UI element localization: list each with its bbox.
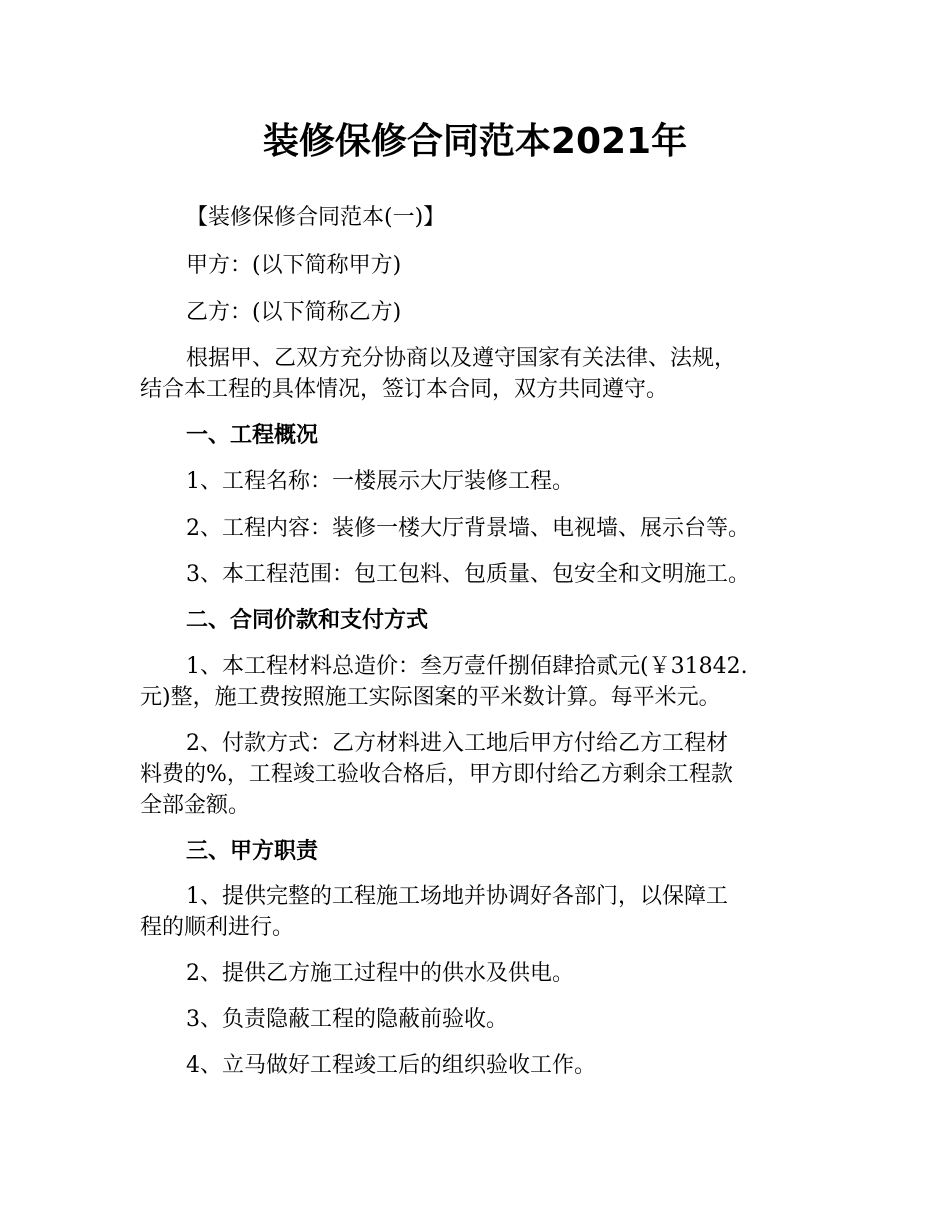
section-1-item-2: 2、工程内容：装修一楼大厅背景墙、电视墙、展示台等。	[186, 516, 750, 541]
section-3-heading: 三、甲方职责	[186, 839, 319, 864]
section-label: 【装修保修合同范本(一)】	[186, 205, 446, 230]
section-2-item-1-line-2: 元)整，施工费按照施工实际图案的平米数计算。每平米元。	[140, 685, 721, 710]
intro-line-2: 结合本工程的具体情况，签订本合同，双方共同遵守。	[140, 377, 669, 402]
section-3-item-1-line-2: 程的顺利进行。	[140, 915, 295, 940]
section-3-item-3: 3、负责隐蔽工程的隐蔽前验收。	[186, 1007, 508, 1032]
section-1-item-1: 1、工程名称：一楼展示大厅装修工程。	[186, 469, 574, 494]
section-1-item-3: 3、本工程范围：包工包料、包质量、包安全和文明施工。	[186, 562, 750, 587]
section-3-item-4: 4、立马做好工程竣工后的组织验收工作。	[186, 1053, 596, 1078]
section-2-heading: 二、合同价款和支付方式	[186, 608, 429, 633]
section-2-item-2-line-2: 料费的%，工程竣工验收合格后，甲方即付给乙方剩余工程款	[140, 762, 733, 787]
party-a-line: 甲方：(以下简称甲方)	[186, 253, 402, 278]
document-title: 装修保修合同范本2021年	[262, 121, 688, 162]
section-1-heading: 一、工程概况	[186, 423, 319, 448]
party-b-line: 乙方：(以下简称乙方)	[186, 300, 402, 325]
section-2-item-1-line-1: 1、本工程材料总造价：叁万壹仟捌佰肆拾贰元(￥31842.	[186, 654, 748, 679]
section-2-item-2-line-1: 2、付款方式：乙方材料进入工地后甲方付给乙方工程材	[186, 731, 728, 756]
intro-line-1: 根据甲、乙双方充分协商以及遵守国家有关法律、法规，	[186, 346, 737, 371]
section-3-item-2: 2、提供乙方施工过程中的供水及供电。	[186, 961, 574, 986]
section-3-item-1-line-1: 1、提供完整的工程施工场地并协调好各部门，以保障工	[186, 884, 728, 909]
section-2-item-2-line-3: 全部金额。	[140, 793, 251, 818]
